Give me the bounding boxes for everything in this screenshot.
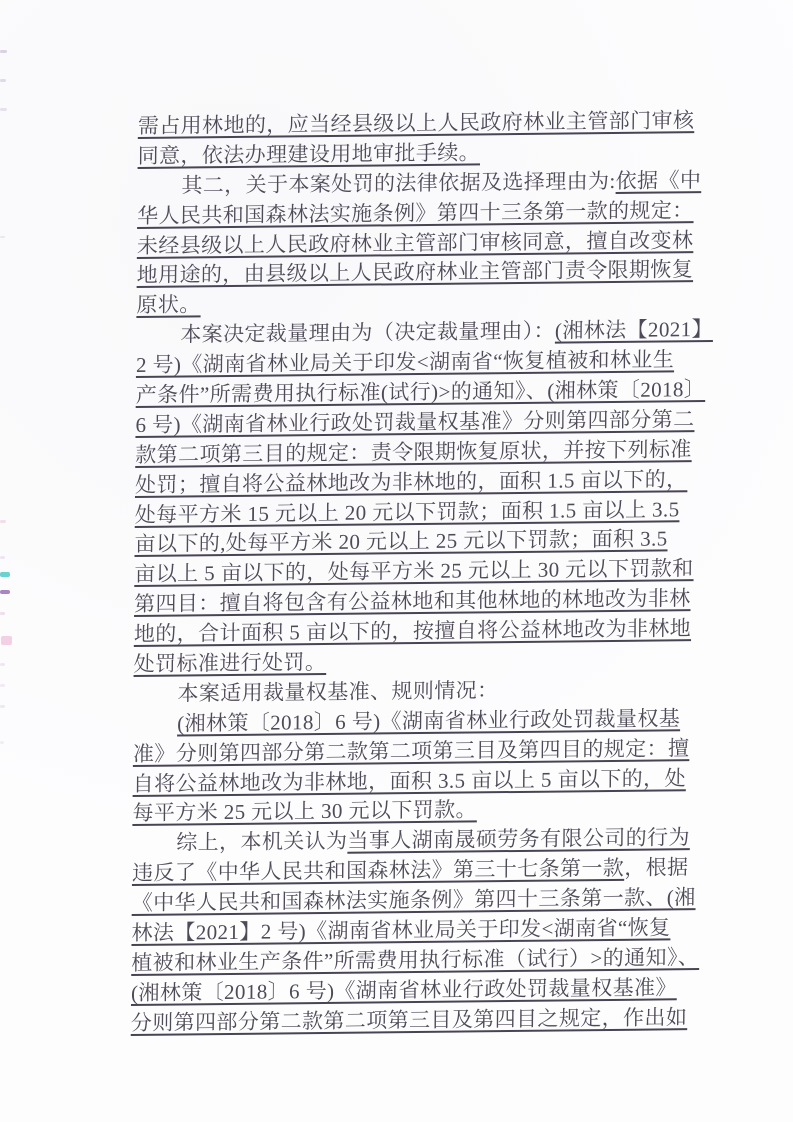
line-text-underlined: 当事人湖南晟硕劳务有限公司的行为 [347, 825, 691, 854]
line-text-underlined: 2 号)《湖南省林业局关于印发<湖南省“恢复植被和林业生 [135, 347, 675, 378]
document-text [131, 106, 723, 1039]
line-text-plain: 综上，本机关认为 [176, 829, 348, 855]
line-text-plain: 其二，关于本案处罚的法律依据及选择理由为: [181, 168, 616, 198]
line-text-underlined: 6 号)《湖南省林业行政处罚裁量权基准》分则第四部分第二 [135, 407, 695, 437]
line-text-underlined: 原状。 [136, 292, 201, 318]
line-text-underlined: (湘林策〔2018〕6 号)《湖南省林业行政处罚裁量权基 [177, 706, 681, 736]
line-text-underlined: 处罚；擅自将公益林地改为非林地的，面积 1.5 亩以下的， [134, 466, 688, 497]
line-text-underlined: 款第二项第三目的规定：责令限期恢复原状，并按下列标准 [135, 436, 692, 467]
line-text-underlined: 地的，合计面积 5 亩以下的，按擅自将公益林地改为非林地 [133, 616, 692, 647]
line-text-underlined: 未经县级以上人民政府林业主管部门审核同意，擅自改变林 [136, 227, 694, 258]
line-text-underlined: 违反了《中华人民共和国森林法》第三十七条第一款 [131, 856, 625, 886]
document-line [134, 614, 719, 650]
line-text-plain: 本案决定裁量理由为（决定裁量理由）： [180, 318, 556, 347]
line-text-underlined: 每平方米 25 元以上 30 元以下罚款。 [132, 797, 478, 826]
line-text-underlined: 依据《中 [615, 167, 702, 193]
line-text-plain: 本案适用裁量权基准、规则情况： [177, 678, 499, 706]
line-text-underlined: 亩以上 5 亩以下的，处每平方米 25 元以上 30 元以下罚款和 [134, 556, 694, 587]
line-text-underlined: 地用途的，由县级以上人民政府林业主管部门责令限期恢复 [136, 257, 694, 288]
line-text-underlined: 需占用林地的，应当经县级以上人民政府林业主管部门审核 [137, 108, 695, 138]
line-text-underlined: 华人民共和国森林法实施条例》第四十三条第一款的规定： [137, 197, 694, 228]
line-text-underlined: 《中华人民共和国森林法实施条例》第四十三条第一款、(湘 [131, 885, 696, 916]
line-text-underlined: 准》分则第四部分第二款第二项第三目及第四目的规定：擅 [132, 735, 690, 766]
document-line [131, 1003, 716, 1039]
line-text-underlined: 亩以下的,处每平方米 20 元以上 25 元以下罚款；面积 3.5 [134, 526, 668, 557]
line-text-underlined: 林法【2021】2 号)《湖南省林业局关于印发<湖南省“恢复 [131, 915, 671, 946]
line-text-underlined: 分则第四部分第二款第二项第三目及第四目之规定，作出如 [130, 1004, 688, 1035]
line-text-underlined: 同意，依法办理建设用地审批手续。 [137, 140, 481, 168]
line-text-underlined: 自将公益林地改为非林地，面积 3.5 亩以上 5 亩以下的，处 [132, 765, 687, 796]
line-text-plain: ，根据 [624, 855, 689, 881]
line-text-underlined: 处罚标准进行处罚。 [133, 650, 327, 677]
line-text-underlined: (湘林策〔2018〕6 号)《湖南省林业行政处罚裁量权基准》 [130, 975, 677, 1005]
document-line [138, 106, 723, 142]
line-text-underlined: 第四目：擅自将包含有公益林地和其他林地的林地改为非林 [134, 586, 691, 617]
line-text-underlined: (湘林法【2021】 [554, 317, 714, 343]
line-text-underlined: 植被和林业生产条件”所需费用执行标准（试行）>的通知》、 [131, 944, 700, 975]
line-text-underlined: 处每平方米 15 元以上 20 元以下罚款；面积 1.5 亩以上 3.5 [134, 496, 680, 527]
line-text-underlined: 产条件”所需费用执行标准(试行)>的通知》、(湘林策〔2018〕 [135, 377, 706, 408]
